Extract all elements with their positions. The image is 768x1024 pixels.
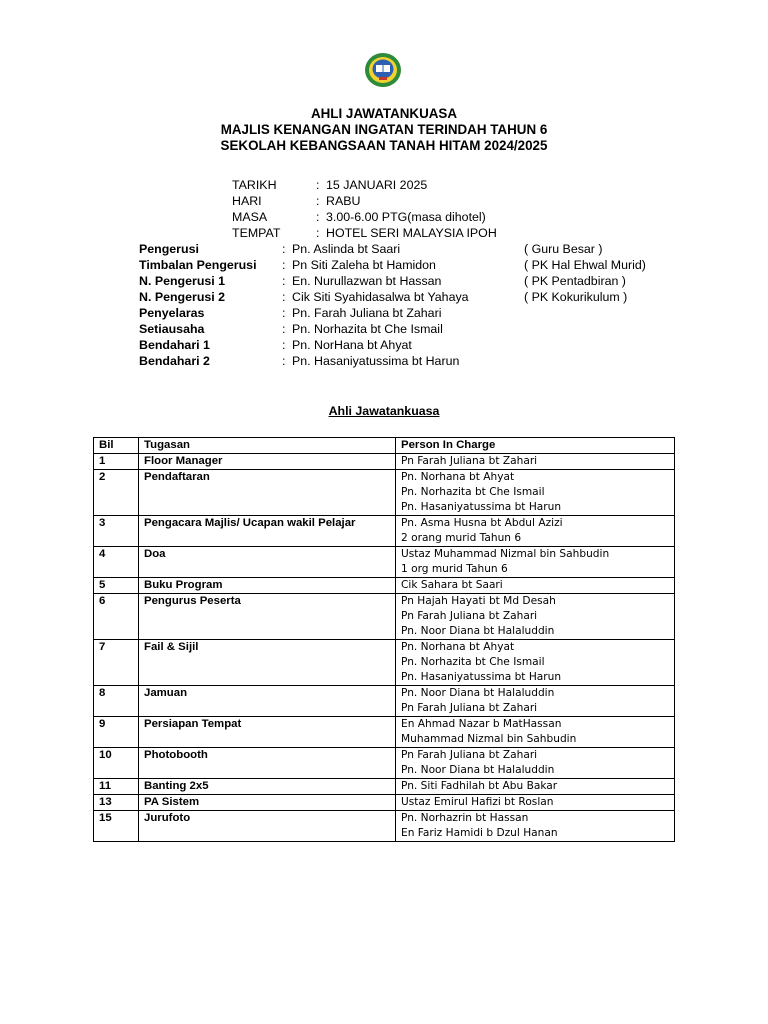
cell-tugasan: Photobooth — [139, 748, 396, 779]
title-line-3: SEKOLAH KEBANGSAAN TANAH HITAM 2024/2025 — [220, 138, 548, 153]
officer-row: Bendahari 2 : Pn. Hasaniyatussima bt Harun — [139, 353, 646, 369]
officer-row: Pengerusi : Pn. Aslinda bt Saari ( Guru Besar ) — [139, 242, 603, 256]
event-label: HARI — [232, 194, 262, 208]
header-pic: Person In Charge — [396, 438, 675, 454]
event-value: 3.00-6.00 PTG(masa dihotel) — [326, 210, 486, 224]
person-name: Pn Farah Juliana bt Zahari — [401, 749, 538, 761]
cell-person-in-charge — [396, 686, 675, 717]
event-value: HOTEL SERI MALAYSIA IPOH — [326, 226, 497, 240]
title-line-1: AHLI JAWATANKUASA — [310, 106, 458, 121]
cell-person-in-charge — [396, 811, 675, 842]
cell-bil: 2 — [94, 470, 139, 516]
person-name: Pn. Noor Diana bt Halaluddin — [401, 687, 555, 699]
cell-tugasan: Persiapan Tempat — [139, 717, 396, 748]
cell-tugasan: Floor Manager — [139, 454, 396, 470]
cell-bil: 13 — [94, 795, 139, 811]
officer-name: Pn. Farah Juliana bt Zahari — [292, 306, 442, 320]
officer-row: N. Pengerusi 2 : Cik Siti Syahidasalwa bt Yahaya ( PK Kokurikulum ) — [139, 290, 628, 304]
table-row — [94, 795, 675, 811]
person-name: Pn. Noor Diana bt Halaluddin — [401, 764, 555, 776]
officer-role: Timbalan Pengerusi — [139, 258, 257, 272]
officer-name: Pn. Hasaniyatussima bt Harun — [292, 354, 460, 368]
officer-role: Pengerusi — [139, 242, 199, 256]
officer-position: ( PK Pentadbiran ) — [524, 274, 626, 288]
document-title-block — [0, 106, 768, 154]
cell-person-in-charge — [396, 640, 675, 686]
officer-name: Pn. NorHana bt Ahyat — [292, 338, 412, 352]
cell-bil: 5 — [94, 578, 139, 594]
event-label: TARIKH — [232, 178, 277, 192]
cell-tugasan: Pengurus Peserta — [139, 594, 396, 640]
cell-bil: 6 — [94, 594, 139, 640]
person-name: Pn. Norhana bt Ahyat — [401, 471, 515, 483]
officer-role: N. Pengerusi 1 — [139, 274, 226, 288]
person-name: 1 org murid Tahun 6 — [401, 563, 508, 575]
person-name: Ustaz Muhammad Nizmal bin Sahbudin — [401, 548, 610, 560]
cell-person-in-charge — [396, 454, 675, 470]
cell-person-in-charge — [396, 516, 675, 547]
cell-bil: 8 — [94, 686, 139, 717]
person-name: Pn. Norhana bt Ahyat — [401, 641, 515, 653]
table-row — [94, 470, 675, 516]
person-name: Muhammad Nizmal bin Sahbudin — [401, 733, 577, 745]
cell-tugasan: Doa — [139, 547, 396, 578]
cell-bil: 7 — [94, 640, 139, 686]
table-row — [94, 516, 675, 547]
event-details — [232, 177, 497, 241]
cell-tugasan: Buku Program — [139, 578, 396, 594]
school-logo — [364, 52, 402, 88]
cell-tugasan: Pengacara Majlis/ Ucapan wakil Pelajar — [139, 516, 396, 547]
officer-position: ( PK Hal Ehwal Murid) — [524, 258, 646, 272]
event-row-day: HARI : RABU — [232, 194, 361, 208]
person-name: Pn Farah Juliana bt Zahari — [401, 702, 538, 714]
officer-row: Setiausaha : Pn. Norhazita bt Che Ismail — [139, 321, 646, 337]
table-row — [94, 779, 675, 795]
table-row — [94, 748, 675, 779]
officer-name: Pn. Norhazita bt Che Ismail — [292, 322, 443, 336]
officer-role: Penyelaras — [139, 306, 205, 320]
officers-list — [139, 241, 646, 369]
person-name: En Fariz Hamidi b Dzul Hanan — [401, 827, 558, 839]
committee-section-title: Ahli Jawatankuasa — [328, 404, 440, 418]
header-tugasan: Tugasan — [139, 438, 396, 454]
officer-row: N. Pengerusi 1 : En. Nurullazwan bt Hassan ( PK Pentadbiran ) — [139, 274, 626, 288]
cell-person-in-charge — [396, 748, 675, 779]
person-name: Pn. Noor Diana bt Halaluddin — [401, 625, 555, 637]
event-label: TEMPAT — [232, 226, 281, 240]
officer-row: Timbalan Pengerusi : Pn Siti Zaleha bt Hamidon ( PK Hal Ehwal Murid) — [139, 258, 646, 272]
officer-row: Bendahari 1 : Pn. NorHana bt Ahyat — [139, 337, 646, 353]
cell-bil: 11 — [94, 779, 139, 795]
person-name: Pn. Asma Husna bt Abdul Azizi — [401, 517, 563, 529]
event-row-time: MASA : 3.00-6.00 PTG(masa dihotel) — [232, 210, 486, 224]
cell-bil: 10 — [94, 748, 139, 779]
cell-tugasan: PA Sistem — [139, 795, 396, 811]
officer-position: ( Guru Besar ) — [524, 242, 603, 256]
officer-name: Pn Siti Zaleha bt Hamidon — [292, 258, 436, 272]
officer-name: En. Nurullazwan bt Hassan — [292, 274, 442, 288]
person-name: Pn Farah Juliana bt Zahari — [401, 455, 538, 467]
person-name: En Ahmad Nazar b MatHassan — [401, 718, 562, 730]
officer-role: N. Pengerusi 2 — [139, 290, 226, 304]
cell-bil: 1 — [94, 454, 139, 470]
person-name: 2 orang murid Tahun 6 — [401, 532, 522, 544]
officer-position: ( PK Kokurikulum ) — [524, 290, 628, 304]
cell-person-in-charge — [396, 795, 675, 811]
person-name: Pn Hajah Hayati bt Md Desah — [401, 595, 556, 607]
event-label: MASA — [232, 210, 268, 224]
person-name: Pn. Hasaniyatussima bt Harun — [401, 501, 562, 513]
cell-person-in-charge — [396, 470, 675, 516]
person-name: Pn. Norhazrin bt Hassan — [401, 812, 529, 824]
person-name: Pn Farah Juliana bt Zahari — [401, 610, 538, 622]
cell-tugasan: Fail & Sijil — [139, 640, 396, 686]
table-row — [94, 454, 675, 470]
officer-name: Cik Siti Syahidasalwa bt Yahaya — [292, 290, 469, 304]
person-name: Pn. Hasaniyatussima bt Harun — [401, 671, 562, 683]
officer-role: Bendahari 2 — [139, 354, 210, 368]
table-row — [94, 594, 675, 640]
table-row — [94, 640, 675, 686]
person-name: Pn. Siti Fadhilah bt Abu Bakar — [401, 780, 558, 792]
cell-tugasan: Jurufoto — [139, 811, 396, 842]
officer-name: Pn. Aslinda bt Saari — [292, 242, 401, 256]
cell-bil: 3 — [94, 516, 139, 547]
cell-bil: 4 — [94, 547, 139, 578]
cell-bil: 9 — [94, 717, 139, 748]
table-row — [94, 811, 675, 842]
cell-tugasan: Jamuan — [139, 686, 396, 717]
table-row — [94, 578, 675, 594]
person-name: Pn. Norhazita bt Che Ismail — [401, 656, 545, 668]
cell-person-in-charge — [396, 547, 675, 578]
cell-person-in-charge — [396, 717, 675, 748]
event-row-venue: TEMPAT : HOTEL SERI MALAYSIA IPOH — [232, 226, 497, 240]
person-name: Cik Sahara bt Saari — [401, 579, 503, 591]
cell-bil: 15 — [94, 811, 139, 842]
cell-person-in-charge — [396, 594, 675, 640]
cell-person-in-charge — [396, 779, 675, 795]
officer-role: Setiausaha — [139, 322, 205, 336]
officer-role: Bendahari 1 — [139, 338, 210, 352]
title-line-2: MAJLIS KENANGAN INGATAN TERINDAH TAHUN 6 — [220, 122, 548, 137]
header-bil: Bil — [94, 438, 139, 454]
person-name: Ustaz Emirul Hafizi bt Roslan — [401, 796, 554, 808]
table-header-row — [94, 438, 675, 454]
event-value: RABU — [326, 194, 361, 208]
event-row-date: TARIKH : 15 JANUARI 2025 — [232, 178, 428, 192]
table-row — [94, 547, 675, 578]
cell-tugasan: Banting 2x5 — [139, 779, 396, 795]
officer-row: Penyelaras : Pn. Farah Juliana bt Zahari — [139, 305, 646, 321]
event-value: 15 JANUARI 2025 — [326, 178, 428, 192]
person-name: Pn. Norhazita bt Che Ismail — [401, 486, 545, 498]
cell-person-in-charge — [396, 578, 675, 594]
cell-tugasan: Pendaftaran — [139, 470, 396, 516]
committee-table — [93, 437, 675, 842]
table-row — [94, 717, 675, 748]
table-row — [94, 686, 675, 717]
